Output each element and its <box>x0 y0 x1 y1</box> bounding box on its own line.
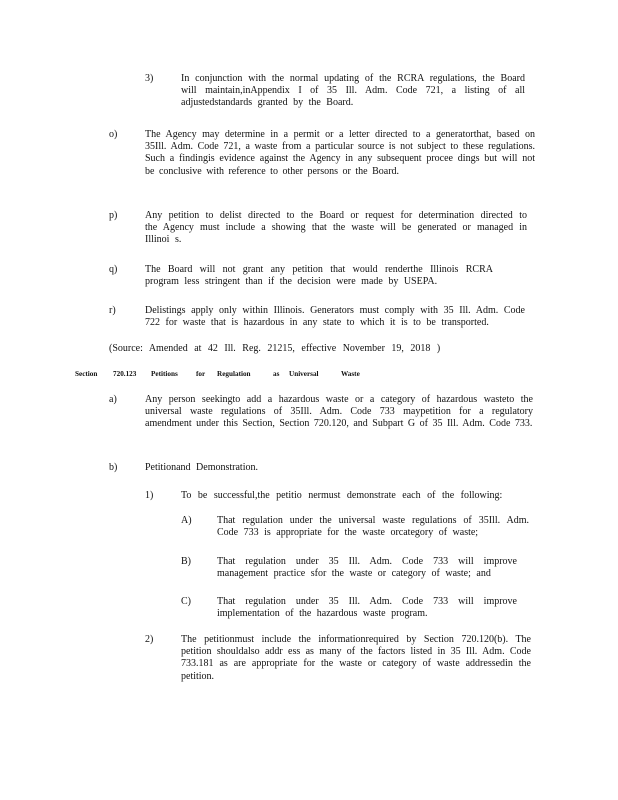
item-q-text: The Board will not grant any petition that would renderthe Illinois RCRA program less stringent than if the decision were made by USEPA. <box>145 264 493 288</box>
sub-b-label: b) <box>109 462 118 473</box>
sub-b1-label: 1) <box>145 490 154 501</box>
item-3-text: In conjunction with the normal updating of the RCRA regulations, the Board will maintain,inAppendix I of 35 Ill. Adm. Code 721, a listing of all adjustedstandards granted by the Board. <box>181 73 525 109</box>
section-title-3: Regulation <box>217 370 251 378</box>
sub-B-text: That regulation under 35 Ill. Adm. Code 733 will improve management practice sfor the waste or category of waste; and <box>217 556 517 580</box>
section-title-2: for <box>196 370 206 378</box>
section-title-6: Waste <box>341 370 360 378</box>
sub-a-label: a) <box>109 394 117 405</box>
item-o-text: The Agency may determine in a permit or a letter directed to a generatorthat, based on 35Ill. Adm. Code 721, a waste from a particular source is not subject to these regulations. Such a findingis evidence against the Agency in any subsequent procee dings but will not be conclusive with reference to other persons or the Board. <box>145 129 535 177</box>
item-r-label: r) <box>109 305 116 316</box>
sub-b1-text: To be successful,the petitio nermust demonstrate each of the following: <box>181 490 503 501</box>
section-number: 720.123 <box>113 370 137 378</box>
sub-A-label: A) <box>181 515 192 526</box>
sub-b-text: Petitionand Demonstration. <box>145 462 258 473</box>
sub-A-text: That regulation under the universal waste regulations of 35Ill. Adm. Code 733 is appropriate for the waste orcategory of waste; <box>217 515 529 539</box>
item-p-text: Any petition to delist directed to the Board or request for determination directed to the Agency must include a showing that the waste will be generated or managed in Illinoi s. <box>145 210 527 246</box>
section-title-1: Petitions <box>151 370 178 378</box>
section-title-4: as <box>273 370 280 378</box>
item-p-label: p) <box>109 210 118 221</box>
sub-b2-text: The petitionmust include the informationrequired by Section 720.120(b). The petition shouldalso addr ess as many of the factors listed in 35 Ill. Adm. Code 733.181 as are appropriate for the waste or category of waste addressedin the petition. <box>181 634 531 682</box>
section-word: Section <box>75 370 98 378</box>
sub-B-label: B) <box>181 556 191 567</box>
item-r-text: Delistings apply only within Illinois. Generators must comply with 35 Ill. Adm. Code 722 for waste that is hazardous in any state to which it is to be transported. <box>145 305 525 329</box>
section-heading <box>75 369 360 379</box>
item-o-label: o) <box>109 129 118 140</box>
item-3-label: 3) <box>145 73 154 84</box>
section-title-5: Universal <box>289 370 319 378</box>
sub-C-label: C) <box>181 596 191 607</box>
source-note: (Source: Amended at 42 Ill. Reg. 21215, effective November 19, 2018 ) <box>109 343 441 354</box>
sub-a-text: Any person seekingto add a hazardous waste or a category of hazardous wasteto the universal waste regulations of 35Ill. Adm. Code 733 maypetition for a regulatory amendment under this Section, Section 720.120, and Subpart G of 35 Ill. Adm. Code 733. <box>145 394 533 430</box>
sub-C-text: That regulation under 35 Ill. Adm. Code 733 will improve implementation of the hazardous waste program. <box>217 596 517 620</box>
sub-b2-label: 2) <box>145 634 154 645</box>
item-q-label: q) <box>109 264 118 275</box>
